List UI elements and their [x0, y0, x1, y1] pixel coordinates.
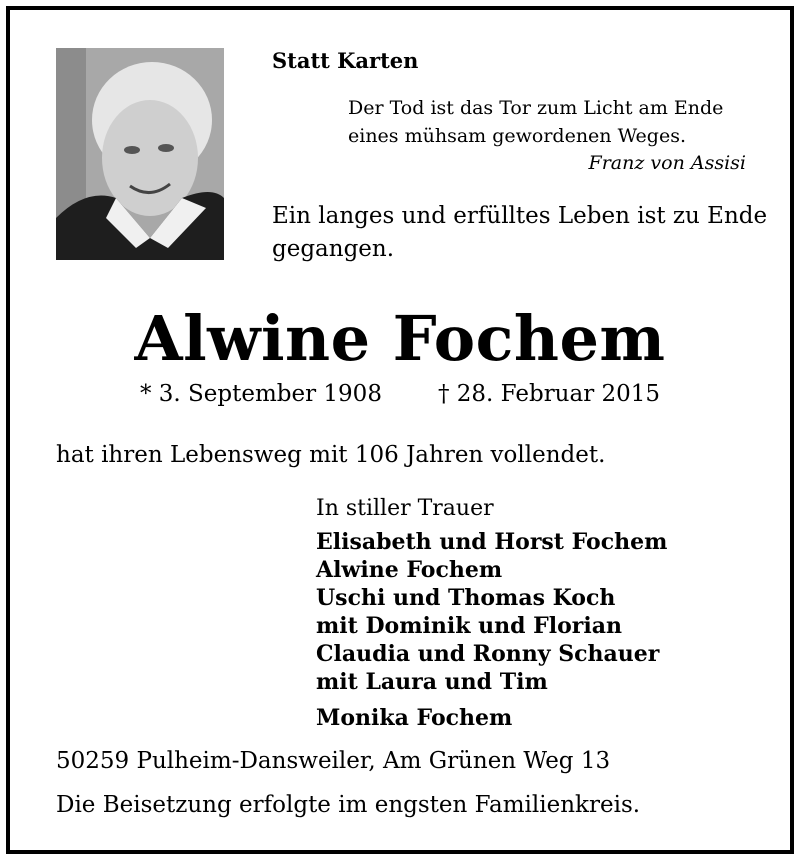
- portrait-illustration: [56, 48, 224, 260]
- portrait-photo: [56, 48, 224, 260]
- mourner-name: Elisabeth und Horst Fochem: [316, 529, 668, 555]
- burial-note: Die Beisetzung erfolgte im engsten Familienkreis.: [56, 792, 641, 818]
- quote-author: Franz von Assisi: [588, 152, 746, 174]
- mourners-list: [316, 528, 667, 732]
- mourning-label: In stiller Trauer: [316, 496, 494, 521]
- address: 50259 Pulheim-Dansweiler, Am Grünen Weg 13: [56, 748, 611, 774]
- quote-line: Der Tod ist das Tor zum Licht am Ende: [348, 97, 724, 119]
- mourner-name: Alwine Fochem: [316, 557, 503, 583]
- mourner-name: Claudia und Ronny Schauer: [316, 641, 660, 667]
- birth-date: * 3. September 1908: [139, 381, 382, 407]
- heading-statt-karten: Statt Karten: [272, 48, 419, 73]
- mourner-name: Monika Fochem: [316, 705, 513, 731]
- death-date: † 28. Februar 2015: [437, 381, 661, 407]
- intro-text: Ein langes und erfülltes Leben ist zu Ende gegangen.: [272, 203, 768, 262]
- life-dates: [10, 381, 790, 407]
- mourner-name: mit Laura und Tim: [316, 669, 548, 695]
- life-statement: hat ihren Lebensweg mit 106 Jahren vollendet.: [56, 442, 606, 468]
- quote: [348, 94, 723, 150]
- mourner-name: Uschi und Thomas Koch: [316, 585, 616, 611]
- quote-line: eines mühsam gewordenen Weges.: [348, 125, 686, 147]
- obituary-notice: [6, 6, 794, 854]
- mourner-name: mit Dominik und Florian: [316, 613, 622, 639]
- deceased-name: Alwine Fochem: [134, 302, 666, 375]
